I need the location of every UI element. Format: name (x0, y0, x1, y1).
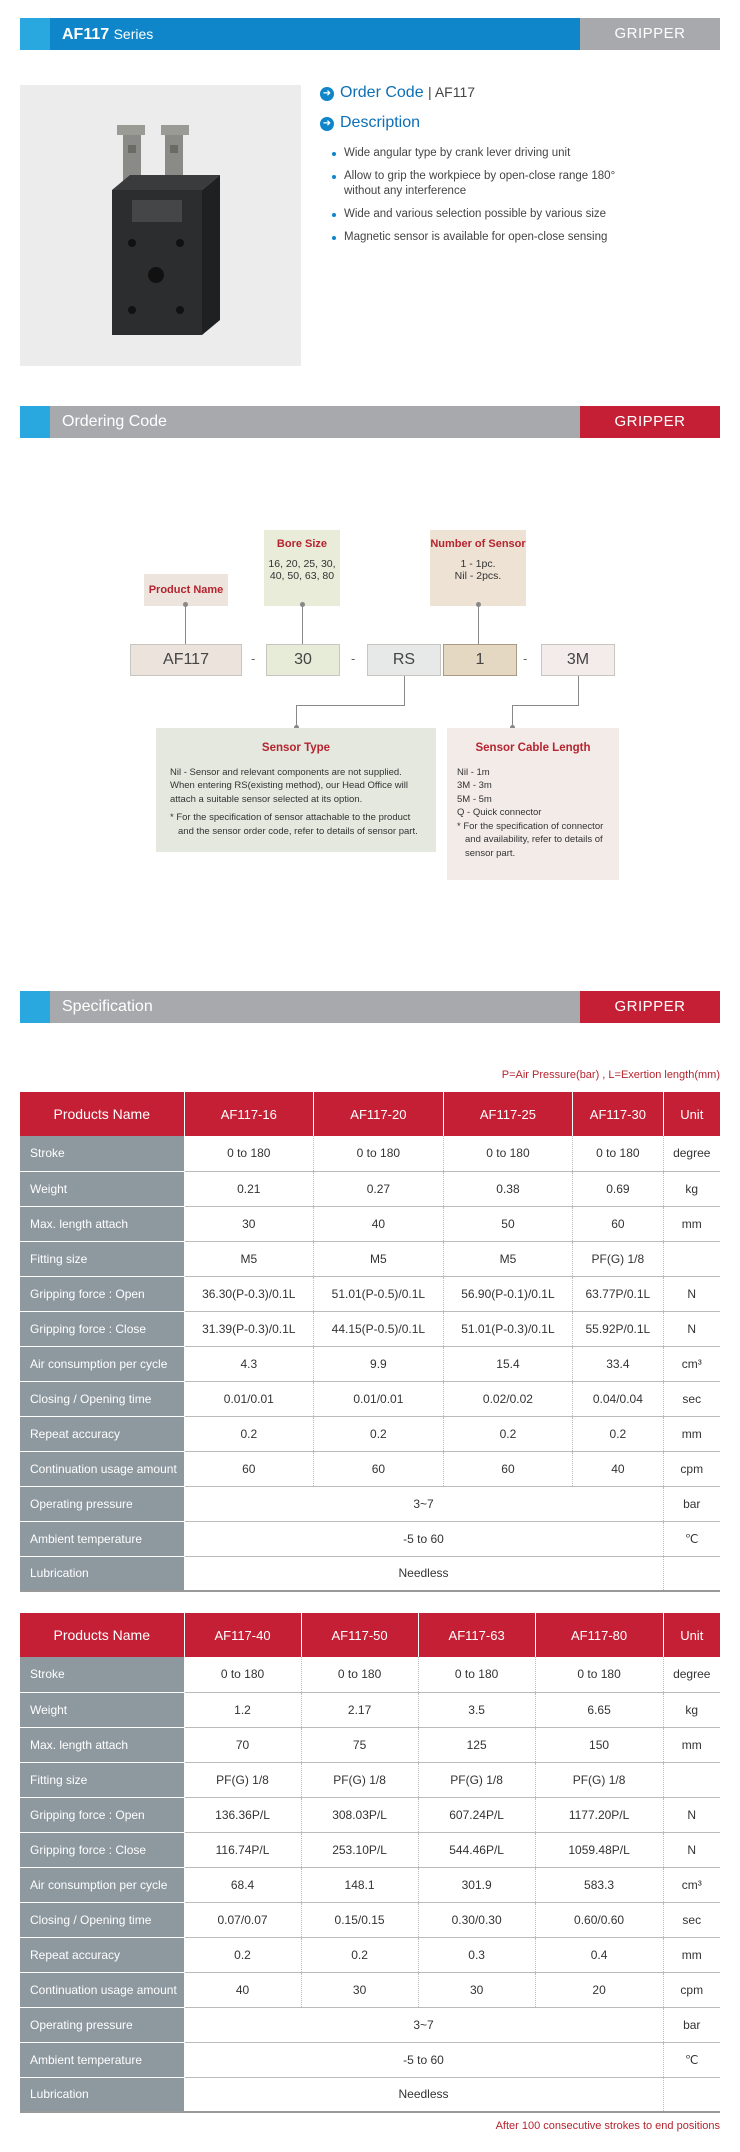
table-cell: 3.5 (418, 1692, 535, 1727)
table-cell: 3~7 (184, 1486, 663, 1521)
table-cell: 0.01/0.01 (314, 1381, 444, 1416)
col-model: AF117-80 (535, 1613, 663, 1657)
table-cell: 0 to 180 (418, 1657, 535, 1692)
order-code-value: AF117 (434, 84, 476, 100)
table-header-row (20, 1613, 720, 1657)
spec-footnote: After 100 consecutive strokes to end positions (495, 2120, 720, 2132)
table-cell: 0 to 180 (184, 1657, 301, 1692)
sensor-type-title: Sensor Type (261, 742, 331, 754)
table-cell: 544.46P/L (418, 1832, 535, 1867)
table-cell: 0.3 (418, 1937, 535, 1972)
unit-cell (663, 1762, 720, 1797)
table-row (20, 1381, 720, 1416)
code-bore: 30 (266, 644, 340, 676)
separator: - (251, 651, 256, 666)
row-label: Weight (20, 1692, 184, 1727)
description-item: Wide and various selection possible by various size (340, 207, 680, 222)
series-label: Series (113, 26, 154, 42)
row-label: Max. length attach (20, 1206, 184, 1241)
unit-cell: bar (663, 2007, 720, 2042)
unit-cell: mm (663, 1937, 720, 1972)
row-label: Fitting size (20, 1241, 184, 1276)
table-cell: 0.60/0.60 (535, 1902, 663, 1937)
row-label: Repeat accuracy (20, 1416, 184, 1451)
row-label: Lubrication (20, 1556, 184, 1591)
table-cell: 55.92P/0.1L (573, 1311, 663, 1346)
table-cell: 150 (535, 1727, 663, 1762)
table-row (20, 1311, 720, 1346)
row-label: Ambient temperature (20, 2042, 184, 2077)
code-num-sensor: 1 (443, 644, 517, 676)
table-cell: 301.9 (418, 1867, 535, 1902)
table-cell: Needless (184, 2077, 663, 2112)
code-product: AF117 (130, 644, 242, 676)
code-sensor-type: RS (367, 644, 441, 676)
table-cell: 15.4 (443, 1346, 573, 1381)
table-row (20, 1451, 720, 1486)
table-cell: 0.01/0.01 (184, 1381, 314, 1416)
table-cell: 0.02/0.02 (443, 1381, 573, 1416)
bore-size-values: 40, 50, 63, 80 (269, 570, 335, 582)
col-unit: Unit (663, 1613, 720, 1657)
table-cell: 0.2 (184, 1937, 301, 1972)
unit-cell: degree (663, 1136, 720, 1171)
row-label: Lubrication (20, 2077, 184, 2112)
table-cell: 6.65 (535, 1692, 663, 1727)
table-cell: 0.69 (573, 1171, 663, 1206)
row-label: Gripping force : Close (20, 1832, 184, 1867)
unit-cell (663, 2077, 720, 2112)
unit-cell: sec (663, 1902, 720, 1937)
table-cell: 0.27 (314, 1171, 444, 1206)
table-cell: 125 (418, 1727, 535, 1762)
table-row (20, 1692, 720, 1727)
row-label: Repeat accuracy (20, 1937, 184, 1972)
table-cell: 30 (184, 1206, 314, 1241)
table-cell: 0.2 (443, 1416, 573, 1451)
product-name-label: Product Name (144, 574, 228, 606)
row-label: Gripping force : Open (20, 1276, 184, 1311)
bore-size-label: Bore Size 16, 20, 25, 30, 40, 50, 63, 80 (264, 530, 340, 606)
col-unit: Unit (663, 1092, 720, 1136)
row-label: Air consumption per cycle (20, 1346, 184, 1381)
table-cell: PF(G) 1/8 (301, 1762, 418, 1797)
table-cell: 70 (184, 1727, 301, 1762)
row-label: Continuation usage amount (20, 1451, 184, 1486)
table-cell: 0.04/0.04 (573, 1381, 663, 1416)
table-cell: PF(G) 1/8 (535, 1762, 663, 1797)
spec-table-1 (20, 1092, 720, 1592)
table-cell: 2.17 (301, 1692, 418, 1727)
unit-cell: cpm (663, 1972, 720, 2007)
row-label: Weight (20, 1171, 184, 1206)
table-cell: 0 to 180 (443, 1136, 573, 1171)
col-model: AF117-30 (573, 1092, 663, 1136)
order-code-label: Order Code (340, 84, 424, 101)
table-row (20, 1486, 720, 1521)
table-row (20, 1171, 720, 1206)
unit-cell: cm³ (663, 1346, 720, 1381)
table-cell: 0 to 180 (535, 1657, 663, 1692)
table-row (20, 1416, 720, 1451)
arrow-icon: ➜ (320, 87, 334, 101)
table-row (20, 1556, 720, 1591)
row-label: Ambient temperature (20, 1521, 184, 1556)
table-cell: PF(G) 1/8 (184, 1762, 301, 1797)
sensor-type-note: Sensor Type Nil - Sensor and relevant components are not supplied. When entering RS(existing method), our Head Office will attach a suitable sensor selected at its option. * For the specification of sensor attachable to the product and the sensor order code, refer to details of sensor part. (156, 728, 436, 852)
table-row (20, 1972, 720, 2007)
table-cell: M5 (314, 1241, 444, 1276)
table-cell: 136.36P/L (184, 1797, 301, 1832)
row-label: Fitting size (20, 1762, 184, 1797)
table-cell: 33.4 (573, 1346, 663, 1381)
num-sensor-values: 1 - 1pc. (460, 558, 496, 570)
table-cell: 44.15(P-0.5)/0.1L (314, 1311, 444, 1346)
table-cell: 30 (301, 1972, 418, 2007)
category-tag: GRIPPER (580, 18, 720, 50)
unit-cell: N (663, 1311, 720, 1346)
table-cell: 56.90(P-0.1)/0.1L (443, 1276, 573, 1311)
unit-cell: ℃ (663, 2042, 720, 2077)
table-cell: 40 (573, 1451, 663, 1486)
table-cell: 308.03P/L (301, 1797, 418, 1832)
table-cell: 50 (443, 1206, 573, 1241)
num-sensor-label: Number of Sensor 1 - 1pc. Nil - 2pcs. (430, 530, 526, 606)
spec-header (20, 991, 720, 1023)
unit-cell: N (663, 1797, 720, 1832)
section-title: Ordering Code (50, 406, 580, 438)
unit-cell: mm (663, 1727, 720, 1762)
table-cell: PF(G) 1/8 (418, 1762, 535, 1797)
ordering-header (20, 406, 720, 438)
row-label: Stroke (20, 1136, 184, 1171)
table-cell: 0 to 180 (573, 1136, 663, 1171)
table-cell: 60 (314, 1451, 444, 1486)
series-title (50, 18, 580, 50)
unit-cell: N (663, 1832, 720, 1867)
table-row (20, 1867, 720, 1902)
col-products-name: Products Name (20, 1092, 184, 1136)
section-title: Specification (50, 991, 580, 1023)
unit-cell (663, 1556, 720, 1591)
description-item: Wide angular type by crank lever driving unit (340, 146, 680, 161)
table-cell: Needless (184, 1556, 663, 1591)
table-cell: 3~7 (184, 2007, 663, 2042)
spec-table-2 (20, 1613, 720, 2113)
table-cell: 116.74P/L (184, 1832, 301, 1867)
cable-length-title: Sensor Cable Length (475, 742, 591, 754)
row-label: Stroke (20, 1657, 184, 1692)
spec-legend: P=Air Pressure(bar) , L=Exertion length(mm) (501, 1069, 720, 1081)
unit-cell: bar (663, 1486, 720, 1521)
table-cell: PF(G) 1/8 (573, 1241, 663, 1276)
table-cell: 51.01(P-0.5)/0.1L (314, 1276, 444, 1311)
table-cell: 0.2 (184, 1416, 314, 1451)
code-cable: 3M (541, 644, 615, 676)
unit-cell: kg (663, 1171, 720, 1206)
table-cell: -5 to 60 (184, 1521, 663, 1556)
unit-cell (663, 1241, 720, 1276)
unit-cell: ℃ (663, 1521, 720, 1556)
table-row (20, 1762, 720, 1797)
table-cell: 583.3 (535, 1867, 663, 1902)
table-row (20, 1136, 720, 1171)
table-cell: 30 (418, 1972, 535, 2007)
col-model: AF117-16 (184, 1092, 314, 1136)
table-row (20, 2077, 720, 2112)
description-label: Description (340, 114, 421, 131)
col-model: AF117-25 (443, 1092, 573, 1136)
table-row (20, 1797, 720, 1832)
table-cell: 60 (573, 1206, 663, 1241)
description-title (320, 114, 420, 132)
table-cell: 9.9 (314, 1346, 444, 1381)
table-cell: 31.39(P-0.3)/0.1L (184, 1311, 314, 1346)
table-row (20, 2007, 720, 2042)
table-cell: 51.01(P-0.3)/0.1L (443, 1311, 573, 1346)
table-cell: 1059.48P/L (535, 1832, 663, 1867)
table-cell: 0.2 (314, 1416, 444, 1451)
table-cell: 0.38 (443, 1171, 573, 1206)
table-cell: 4.3 (184, 1346, 314, 1381)
table-cell: 68.4 (184, 1867, 301, 1902)
table-cell: 0.2 (573, 1416, 663, 1451)
row-label: Max. length attach (20, 1727, 184, 1762)
table-row (20, 1832, 720, 1867)
unit-cell: cpm (663, 1451, 720, 1486)
unit-cell: N (663, 1276, 720, 1311)
table-cell: 0 to 180 (301, 1657, 418, 1692)
model-name: AF117 (62, 26, 110, 43)
table-cell: M5 (184, 1241, 314, 1276)
unit-cell: cm³ (663, 1867, 720, 1902)
num-sensor-values: Nil - 2pcs. (454, 570, 502, 582)
table-cell: 60 (443, 1451, 573, 1486)
table-row (20, 1346, 720, 1381)
table-cell: 0 to 180 (314, 1136, 444, 1171)
row-label: Operating pressure (20, 2007, 184, 2042)
table-cell: -5 to 60 (184, 2042, 663, 2077)
description-list (340, 146, 680, 253)
bore-size-values: 16, 20, 25, 30, (268, 558, 336, 570)
row-label: Gripping force : Close (20, 1311, 184, 1346)
table-row (20, 1276, 720, 1311)
table-row (20, 1727, 720, 1762)
table-row (20, 1937, 720, 1972)
table-cell: 0.30/0.30 (418, 1902, 535, 1937)
table-cell: 0.4 (535, 1937, 663, 1972)
separator: - (523, 651, 528, 666)
col-model: AF117-63 (418, 1613, 535, 1657)
table-cell: 1.2 (184, 1692, 301, 1727)
table-row (20, 1206, 720, 1241)
separator: - (351, 651, 356, 666)
unit-cell: mm (663, 1416, 720, 1451)
cable-length-note: Sensor Cable Length Nil - 1m 3M - 3m 5M - 5m Q - Quick connector * For the specification of connector and availability, refer to details of sensor part. (447, 728, 619, 880)
table-cell: 36.30(P-0.3)/0.1L (184, 1276, 314, 1311)
col-model: AF117-20 (314, 1092, 444, 1136)
table-cell: 148.1 (301, 1867, 418, 1902)
order-code: ➜ Order Code | AF117 (320, 84, 475, 102)
header-accent (20, 18, 50, 50)
col-model: AF117-50 (301, 1613, 418, 1657)
series-header (20, 18, 720, 50)
table-cell: 40 (314, 1206, 444, 1241)
table-cell: 0.15/0.15 (301, 1902, 418, 1937)
table-cell: 253.10P/L (301, 1832, 418, 1867)
unit-cell: mm (663, 1206, 720, 1241)
unit-cell: degree (663, 1657, 720, 1692)
gripper-image (20, 85, 301, 366)
header-accent (20, 991, 50, 1023)
arrow-icon: ➜ (320, 117, 334, 131)
row-label: Continuation usage amount (20, 1972, 184, 2007)
table-row (20, 2042, 720, 2077)
table-cell: 60 (184, 1451, 314, 1486)
col-products-name: Products Name (20, 1613, 184, 1657)
table-cell: 607.24P/L (418, 1797, 535, 1832)
row-label: Air consumption per cycle (20, 1867, 184, 1902)
unit-cell: kg (663, 1692, 720, 1727)
row-label: Closing / Opening time (20, 1381, 184, 1416)
table-header-row (20, 1092, 720, 1136)
row-label: Gripping force : Open (20, 1797, 184, 1832)
table-cell: 20 (535, 1972, 663, 2007)
description-item: Magnetic sensor is available for open-close sensing (340, 230, 680, 245)
table-row (20, 1521, 720, 1556)
table-row (20, 1657, 720, 1692)
product-photo (20, 85, 301, 366)
row-label: Operating pressure (20, 1486, 184, 1521)
table-cell: M5 (443, 1241, 573, 1276)
table-cell: 1177.20P/L (535, 1797, 663, 1832)
table-cell: 0.07/0.07 (184, 1902, 301, 1937)
table-cell: 0 to 180 (184, 1136, 314, 1171)
table-cell: 63.77P/0.1L (573, 1276, 663, 1311)
table-row (20, 1241, 720, 1276)
unit-cell: sec (663, 1381, 720, 1416)
table-cell: 0.2 (301, 1937, 418, 1972)
table-row (20, 1902, 720, 1937)
category-tag: GRIPPER (580, 406, 720, 438)
description-item: Allow to grip the workpiece by open-close range 180° without any interference (340, 169, 650, 199)
header-accent (20, 406, 50, 438)
table-cell: 75 (301, 1727, 418, 1762)
table-cell: 40 (184, 1972, 301, 2007)
category-tag: GRIPPER (580, 991, 720, 1023)
row-label: Closing / Opening time (20, 1902, 184, 1937)
table-cell: 0.21 (184, 1171, 314, 1206)
col-model: AF117-40 (184, 1613, 301, 1657)
